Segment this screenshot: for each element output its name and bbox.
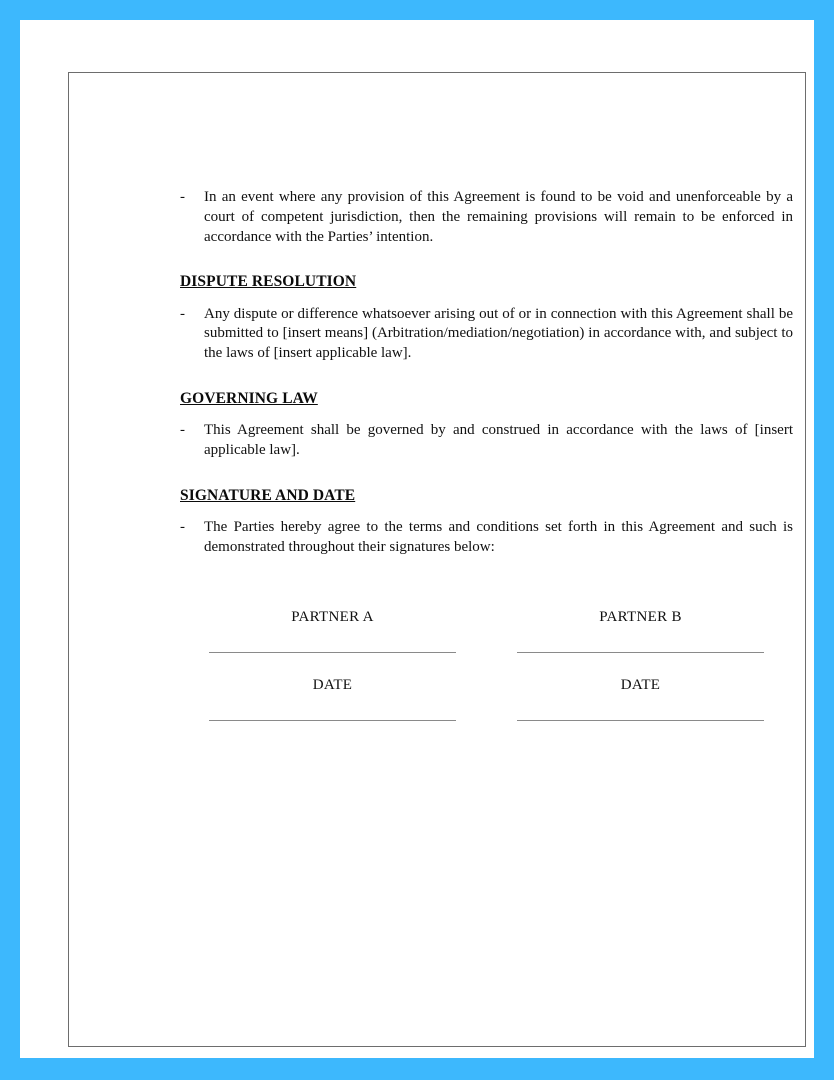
date-a-line[interactable]	[209, 720, 456, 721]
spacer	[180, 247, 793, 272]
spacer	[180, 653, 793, 675]
paragraph-text: Any dispute or difference whatsoever arising out of or in connection with this Agreement shall be submitted to [insert means] (Arbitration/mediation/negotiation) in accordance with, and subject to the laws of [insert applicable law].	[204, 305, 793, 362]
white-sheet	[20, 20, 814, 1058]
section-heading-dispute-resolution: DISPUTE RESOLUTION	[180, 273, 357, 291]
section-heading-governing-law: GOVERNING LAW	[180, 389, 318, 407]
date-a-label: DATE	[312, 677, 353, 694]
partner-b-column	[517, 607, 764, 653]
date-b-column	[517, 675, 764, 721]
spacer	[180, 364, 793, 389]
signature-name-row	[180, 607, 793, 653]
list-item	[180, 518, 793, 558]
spacer	[180, 461, 793, 486]
section-heading-signature-and-date: SIGNATURE AND DATE	[180, 486, 356, 504]
bullet-dash-icon: -	[180, 305, 185, 322]
paragraph-text: The Parties hereby agree to the terms and conditions set forth in this Agreement and such is demonstrated throughout their signatures below:	[204, 518, 793, 555]
signature-date-row	[180, 675, 793, 721]
date-a-column	[209, 675, 456, 721]
spacer	[180, 293, 793, 305]
document-body	[180, 188, 793, 721]
partner-a-label: PARTNER A	[291, 609, 374, 626]
spacer	[180, 506, 793, 518]
bullet-dash-icon: -	[180, 422, 185, 439]
list-item	[180, 421, 793, 461]
partner-b-signature-line[interactable]	[517, 652, 764, 653]
partner-a-signature-line[interactable]	[209, 652, 456, 653]
list-item	[180, 305, 793, 364]
paragraph-text: In an event where any provision of this Agreement is found to be void and unenforceable by a court of competent jurisdiction, then the remaining provisions will remain to be enforced in accordance with the Parties’ intention.	[204, 189, 793, 245]
signature-block	[180, 607, 793, 721]
date-b-line[interactable]	[517, 720, 764, 721]
document-page-frame	[68, 72, 806, 1047]
list-item	[180, 188, 793, 247]
bullet-dash-icon: -	[180, 189, 185, 205]
date-b-label: DATE	[620, 677, 661, 694]
paragraph-text: This Agreement shall be governed by and construed in accordance with the laws of [insert applicable law].	[204, 422, 793, 458]
partner-a-column	[209, 607, 456, 653]
spacer	[180, 409, 793, 421]
bullet-dash-icon: -	[180, 518, 185, 535]
partner-b-label: PARTNER B	[599, 609, 682, 626]
